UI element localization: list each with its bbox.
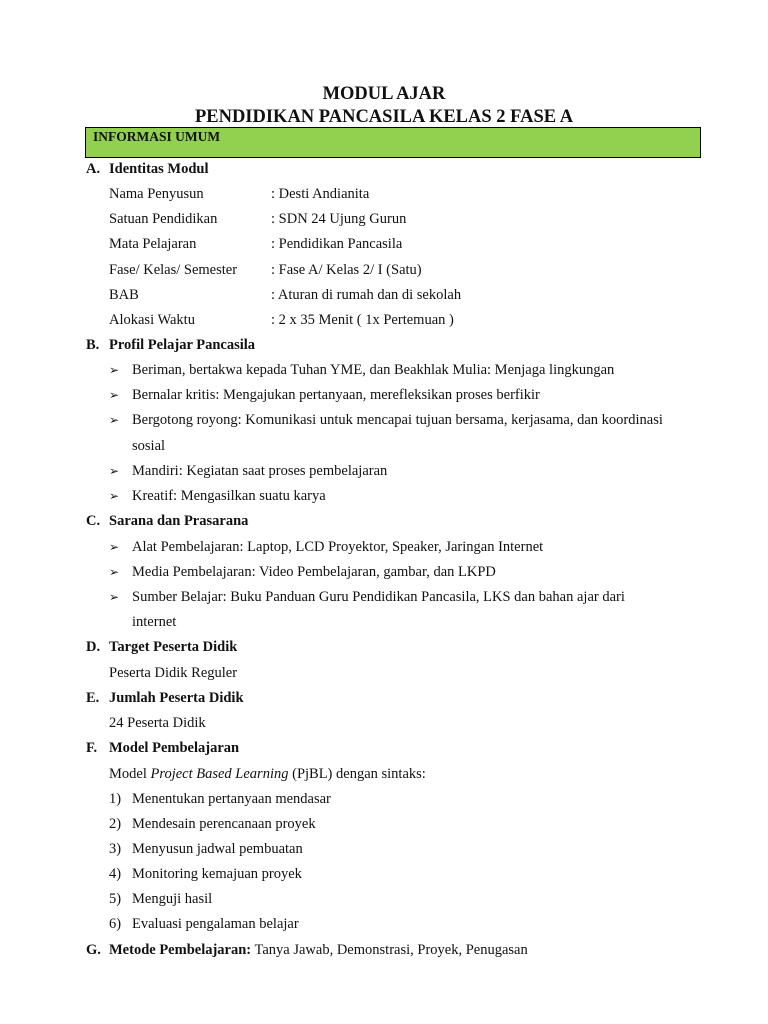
identity-label: Satuan Pendidikan [109, 211, 218, 227]
step-text: Menguji hasil [132, 891, 213, 907]
list-item: Bernalar kritis: Mengajukan pertanyaan, merefleksikan proses berfikir [132, 387, 540, 403]
model-intro-post: (PjBL) dengan sintaks: [288, 766, 426, 782]
identity-label: Fase/ Kelas/ Semester [109, 262, 238, 278]
bullet-arrow-icon: ➢ [109, 363, 120, 377]
list-item: Beriman, bertakwa kepada Tuhan YME, dan Beakhlak Mulia: Menjaga lingkungan [132, 362, 615, 378]
list-item: Bergotong royong: Komunikasi untuk mencapai tujuan bersama, kerjasama, dan koordinasi [132, 412, 663, 428]
identity-label: BAB [109, 287, 139, 303]
bullet-arrow-icon: ➢ [109, 388, 120, 402]
identity-value: : Fase A/ Kelas 2/ I (Satu) [271, 262, 422, 278]
step-number: 2) [109, 816, 122, 832]
step-text: Menentukan pertanyaan mendasar [132, 791, 331, 807]
module-title: MODUL AJAR [322, 84, 446, 104]
section-g-letter: G. [86, 942, 101, 958]
list-item: Sumber Belajar: Buku Panduan Guru Pendidikan Pancasila, LKS dan bahan ajar dari [132, 589, 625, 605]
section-b-title: Profil Pelajar Pancasila [109, 337, 256, 353]
model-intro-emphasis: Project Based Learning [150, 766, 289, 782]
target-students-text: Peserta Didik Reguler [109, 665, 238, 681]
student-count-text: 24 Peserta Didik [109, 715, 206, 731]
general-info-banner [85, 127, 701, 158]
section-d-letter: D. [86, 639, 101, 655]
section-e-title: Jumlah Peserta Didik [109, 690, 244, 706]
bullet-arrow-icon: ➢ [109, 413, 120, 427]
section-c-letter: C. [86, 513, 101, 529]
list-item: Alat Pembelajaran: Laptop, LCD Proyektor, Speaker, Jaringan Internet [132, 539, 544, 555]
model-intro-pre: Model [109, 766, 151, 782]
module-subtitle: PENDIDIKAN PANCASILA KELAS 2 FASE A [194, 107, 574, 127]
method-text: Tanya Jawab, Demonstrasi, Proyek, Penugasan [251, 942, 528, 958]
identity-label: Alokasi Waktu [109, 312, 195, 328]
section-g-title: Metode Pembelajaran: [109, 942, 252, 958]
section-f-letter: F. [86, 740, 98, 756]
step-text: Evaluasi pengalaman belajar [132, 916, 299, 932]
section-f-title: Model Pembelajaran [109, 740, 240, 756]
section-g-line [109, 941, 528, 959]
bullet-arrow-icon: ➢ [109, 489, 120, 503]
bullet-arrow-icon: ➢ [109, 590, 120, 604]
list-item-continuation: sosial [132, 438, 166, 454]
section-b-letter: B. [86, 337, 100, 353]
section-e-letter: E. [86, 690, 100, 706]
identity-label: Mata Pelajaran [109, 236, 197, 252]
step-number: 4) [109, 866, 122, 882]
section-a-letter: A. [86, 161, 101, 177]
step-number: 6) [109, 916, 122, 932]
identity-value: : Aturan di rumah dan di sekolah [271, 287, 462, 303]
bullet-arrow-icon: ➢ [109, 565, 120, 579]
step-text: Mendesain perencanaan proyek [132, 816, 316, 832]
identity-value: : Pendidikan Pancasila [271, 236, 403, 252]
step-number: 5) [109, 891, 122, 907]
step-number: 3) [109, 841, 122, 857]
identity-label: Nama Penyusun [109, 186, 204, 202]
list-item: Media Pembelajaran: Video Pembelajaran, gambar, dan LKPD [132, 564, 496, 580]
list-item: Kreatif: Mengasilkan suatu karya [132, 488, 326, 504]
model-intro [109, 765, 426, 783]
identity-value: : Desti Andianita [271, 186, 370, 202]
identity-value: : 2 x 35 Menit ( 1x Pertemuan ) [271, 312, 454, 328]
step-number: 1) [109, 791, 122, 807]
section-d-title: Target Peserta Didik [109, 639, 238, 655]
section-c-title: Sarana dan Prasarana [109, 513, 249, 529]
step-text: Monitoring kemajuan proyek [132, 866, 302, 882]
list-item-continuation: internet [132, 614, 177, 630]
banner-label: INFORMASI UMUM [93, 129, 221, 144]
bullet-arrow-icon: ➢ [109, 540, 120, 554]
bullet-arrow-icon: ➢ [109, 464, 120, 478]
step-text: Menyusun jadwal pembuatan [132, 841, 303, 857]
identity-value: : SDN 24 Ujung Gurun [271, 211, 407, 227]
section-a-title: Identitas Modul [109, 161, 209, 177]
list-item: Mandiri: Kegiatan saat proses pembelajaran [132, 463, 388, 479]
